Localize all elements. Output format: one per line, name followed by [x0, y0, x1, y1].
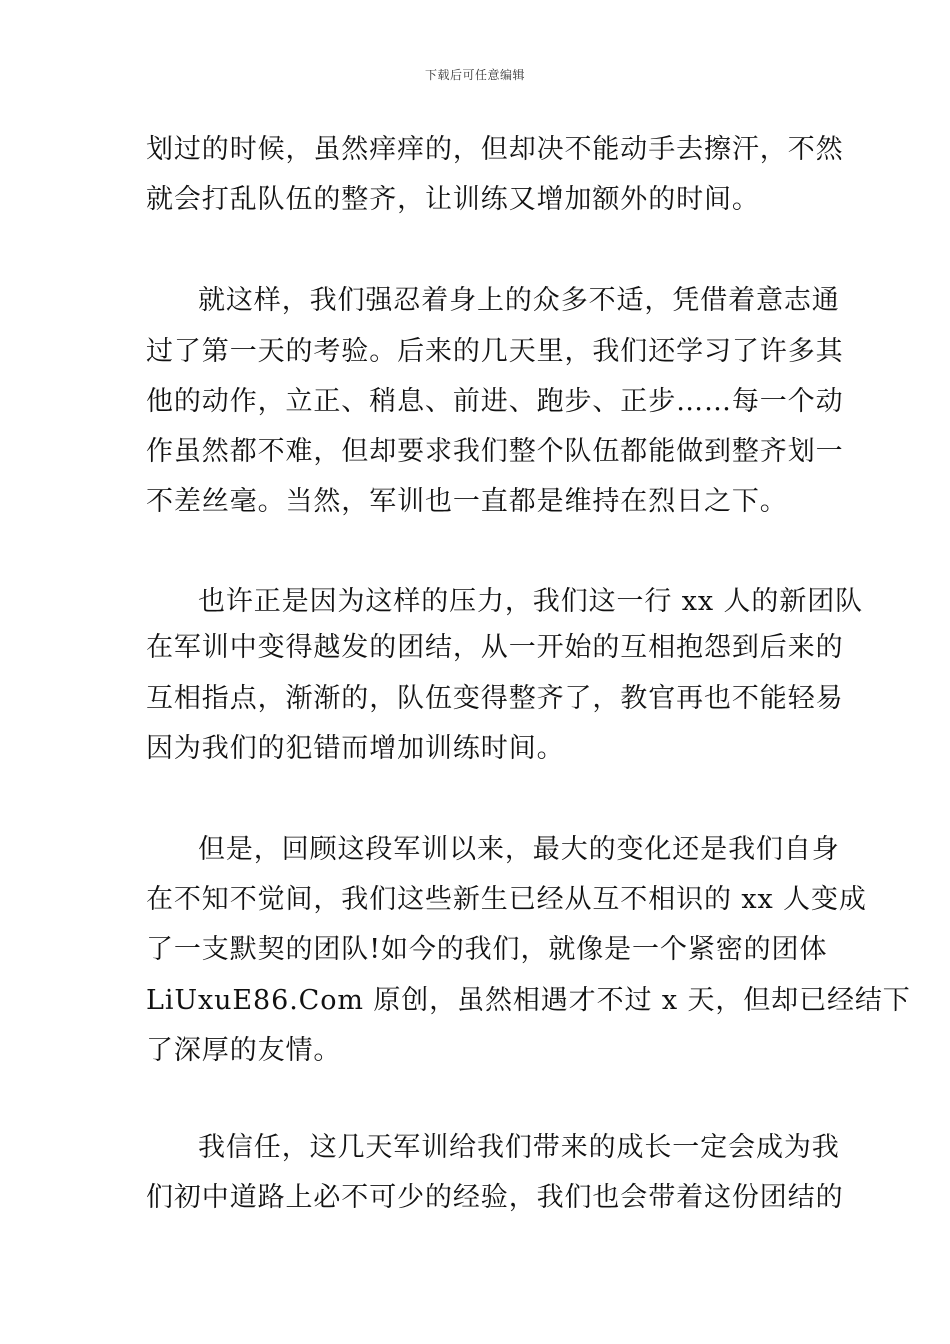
paragraph-5-line-1: 我信任，这几天军训给我们带来的成长一定会成为我 — [198, 1132, 840, 1163]
paragraph-4-line-1: 但是，回顾这段军训以来，最大的变化还是我们自身 — [198, 834, 840, 865]
paragraph-3-line-4: 因为我们的犯错而增加训练时间。 — [146, 733, 565, 764]
paragraph-2-line-2: 过了第一天的考验。后来的几天里，我们还学习了许多其 — [146, 336, 844, 367]
paragraph-2-line-4: 作虽然都不难，但却要求我们整个队伍都能做到整齐划一 — [146, 436, 844, 467]
paragraph-4-line-2: 在不知不觉间，我们这些新生已经从互不相识的 xx 人变成 — [146, 884, 867, 915]
paragraph-3-line-1: 也许正是因为这样的压力，我们这一行 xx 人的新团队 — [198, 586, 864, 617]
paragraph-1-line-2: 就会打乱队伍的整齐，让训练又增加额外的时间。 — [146, 184, 760, 215]
paragraph-1-line-1: 划过的时候，虽然痒痒的，但却决不能动手去擦汗，不然 — [146, 134, 844, 165]
paragraph-4-line-4: LiUxuE86.Com 原创，虽然相遇才不过 x 天，但却已经结下 — [146, 985, 911, 1016]
paragraph-5-line-2: 们初中道路上必不可少的经验，我们也会带着这份团结的 — [146, 1182, 844, 1213]
paragraph-2-line-5: 不差丝毫。当然，军训也一直都是维持在烈日之下。 — [146, 486, 788, 517]
paragraph-3-line-3: 互相指点，渐渐的，队伍变得整齐了，教官再也不能轻易 — [146, 683, 844, 714]
paragraph-2-line-1: 就这样，我们强忍着身上的众多不适，凭借着意志通 — [198, 285, 840, 316]
paragraph-2-line-3: 他的动作，立正、稍息、前进、跑步、正步……每一个动 — [146, 386, 844, 417]
page-header: 下载后可任意编辑 — [424, 68, 525, 82]
paragraph-4-line-3: 了一支默契的团队!如今的我们，就像是一个紧密的团体 — [146, 934, 828, 965]
paragraph-3-line-2: 在军训中变得越发的团结，从一开始的互相抱怨到后来的 — [146, 632, 844, 663]
paragraph-4-line-5: 了深厚的友情。 — [146, 1035, 342, 1066]
